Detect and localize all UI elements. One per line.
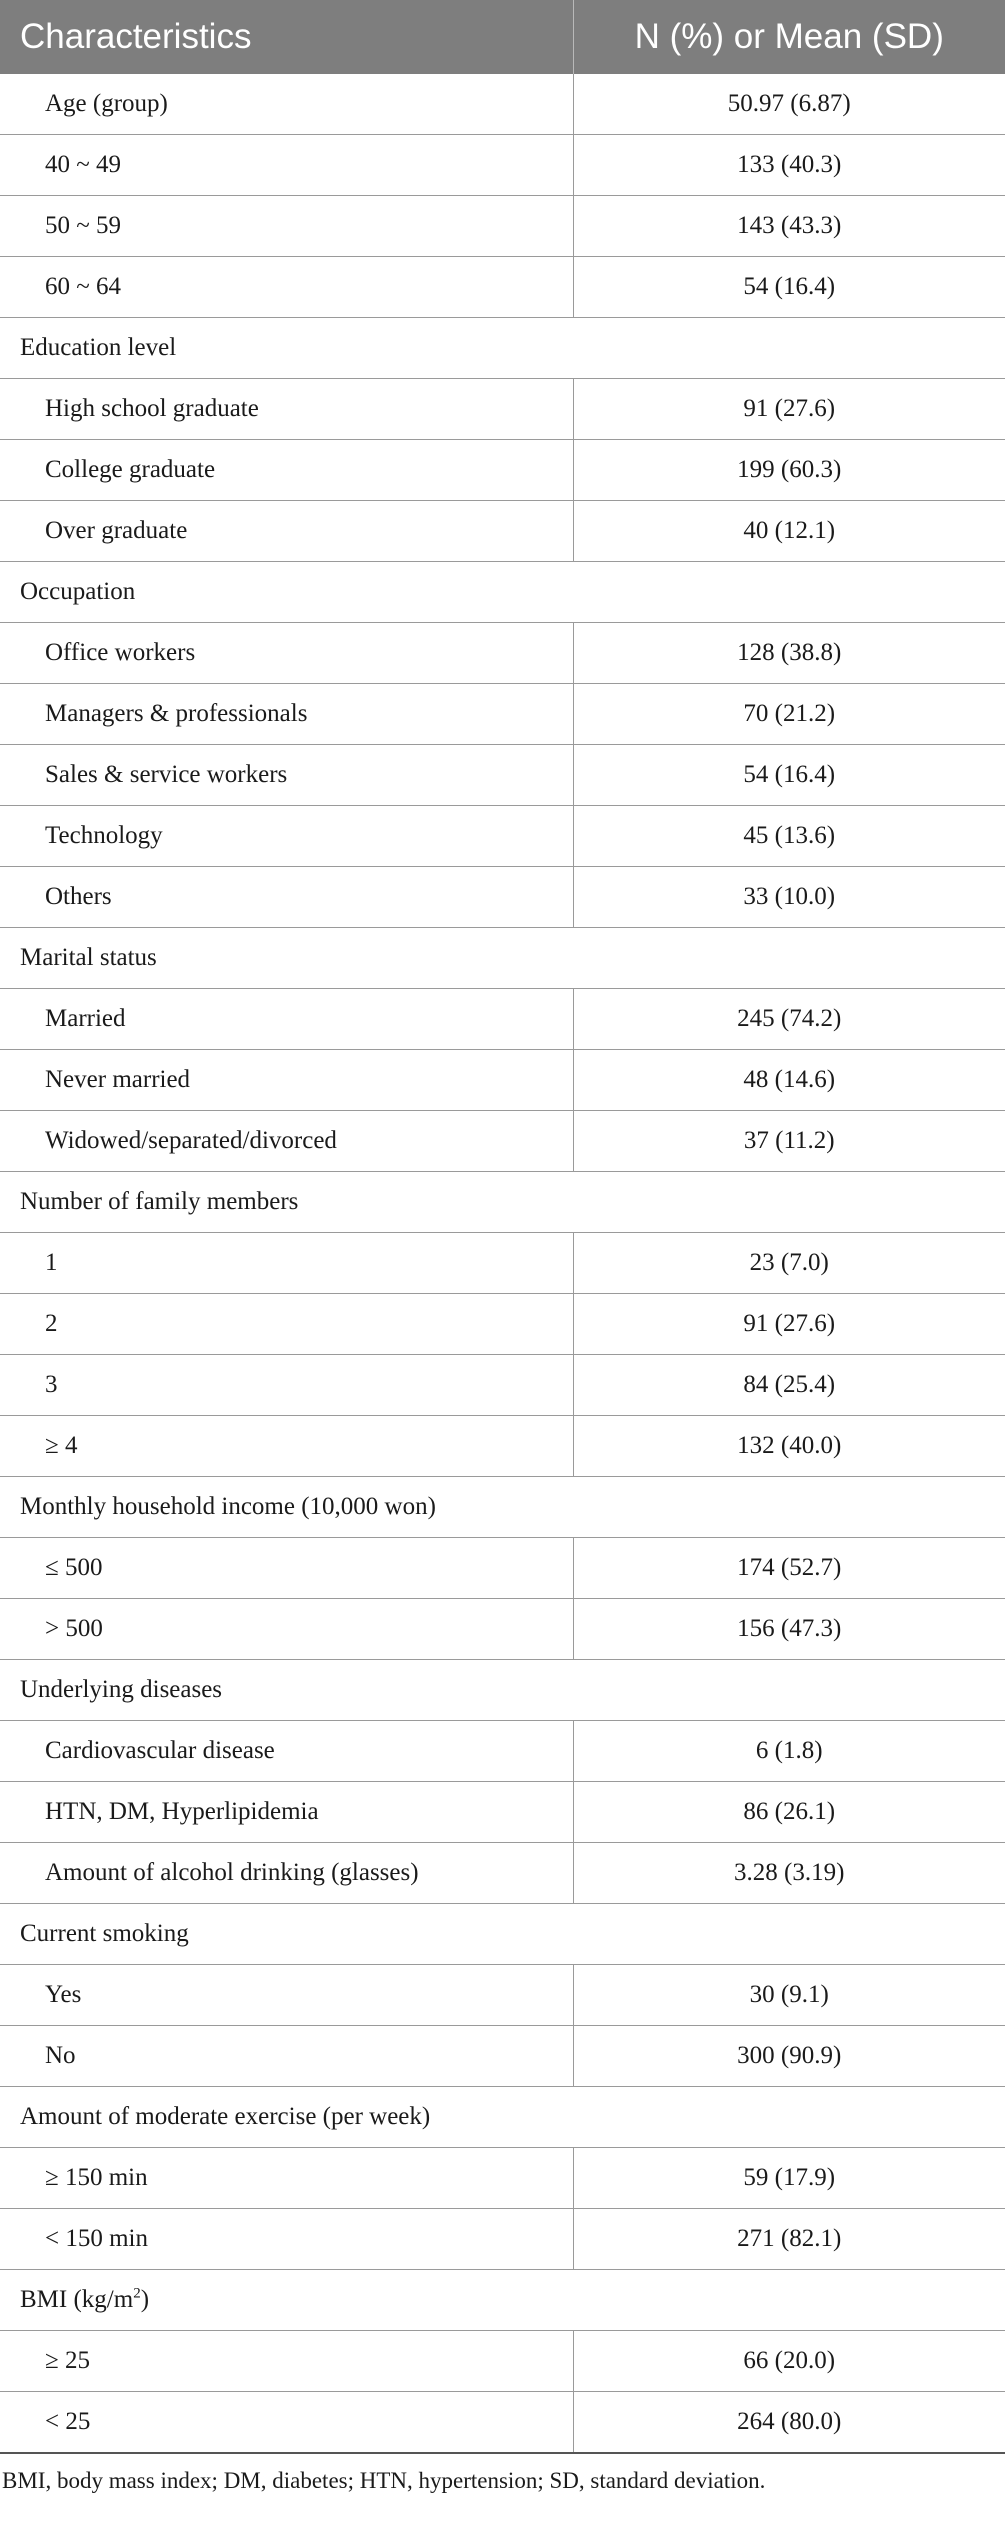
row-value: 143 (43.3)	[573, 196, 1005, 257]
row-label	[0, 1843, 573, 1904]
table-row	[0, 196, 1005, 257]
group-row	[0, 928, 1005, 989]
label-suffix: )	[140, 2286, 150, 2313]
row-label	[0, 806, 573, 867]
row-value: 91 (27.6)	[573, 379, 1005, 440]
label-text: Others	[45, 883, 112, 910]
row-label	[0, 867, 573, 928]
row-value: 264 (80.0)	[573, 2392, 1005, 2454]
table-header-row	[0, 0, 1005, 74]
table-row	[0, 257, 1005, 318]
label-text: No	[45, 2042, 76, 2069]
table-row	[0, 1965, 1005, 2026]
table-row	[0, 806, 1005, 867]
label-text: Office workers	[45, 639, 196, 666]
row-label	[0, 196, 573, 257]
group-row	[0, 1477, 1005, 1538]
row-label	[0, 1050, 573, 1111]
group-label	[0, 1477, 573, 1538]
row-label	[0, 257, 573, 318]
label-text: Amount of moderate exercise (per week)	[20, 2103, 431, 2130]
label-text: Age (group)	[45, 90, 168, 117]
label-text: 40 ~ 49	[45, 151, 122, 178]
row-value: 245 (74.2)	[573, 989, 1005, 1050]
row-label	[0, 623, 573, 684]
row-value: 40 (12.1)	[573, 501, 1005, 562]
row-label	[0, 1599, 573, 1660]
table-footnote: BMI, body mass index; DM, diabetes; HTN, hypertension; SD, standard deviation.	[2, 2468, 766, 2493]
row-value: 6 (1.8)	[573, 1721, 1005, 1782]
row-value: 132 (40.0)	[573, 1416, 1005, 1477]
label-text: College graduate	[45, 456, 216, 483]
table-row	[0, 2392, 1005, 2454]
label-text: Technology	[45, 822, 163, 849]
row-label	[0, 1782, 573, 1843]
label-text: Managers & professionals	[45, 700, 308, 727]
row-label	[0, 745, 573, 806]
table-row	[0, 1233, 1005, 1294]
row-value: 3.28 (3.19)	[573, 1843, 1005, 1904]
table-row	[0, 1843, 1005, 1904]
table-row	[0, 440, 1005, 501]
row-value: 45 (13.6)	[573, 806, 1005, 867]
label-text: Cardiovascular disease	[45, 1737, 275, 1764]
group-value-empty	[573, 1477, 1005, 1538]
label-text: ≤ 500	[45, 1554, 103, 1581]
table-body	[0, 74, 1005, 2453]
label-text: Sales & service workers	[45, 761, 288, 788]
label-text: Occupation	[20, 578, 136, 605]
row-label	[0, 1965, 573, 2026]
row-value: 37 (11.2)	[573, 1111, 1005, 1172]
row-value: 133 (40.3)	[573, 135, 1005, 196]
row-label	[0, 379, 573, 440]
row-label	[0, 2392, 573, 2454]
group-label	[0, 562, 573, 623]
row-label	[0, 2026, 573, 2087]
label-text: Marital status	[20, 944, 157, 971]
group-value-empty	[573, 928, 1005, 989]
row-label	[0, 1538, 573, 1599]
table-row	[0, 2209, 1005, 2270]
label-text: 50 ~ 59	[45, 212, 122, 239]
label-text: High school graduate	[45, 395, 259, 422]
label-text: BMI (kg/m	[20, 2286, 134, 2313]
row-value: 33 (10.0)	[573, 867, 1005, 928]
label-superscript: 2	[133, 2285, 141, 2302]
table-row	[0, 1416, 1005, 1477]
label-text: > 500	[45, 1615, 103, 1642]
table-row	[0, 1721, 1005, 1782]
label-text: Underlying diseases	[20, 1676, 223, 1703]
label-text: Over graduate	[45, 517, 188, 544]
row-value: 50.97 (6.87)	[573, 74, 1005, 135]
table-row	[0, 1111, 1005, 1172]
row-label	[0, 989, 573, 1050]
row-label	[0, 135, 573, 196]
row-value: 70 (21.2)	[573, 684, 1005, 745]
label-text: Widowed/separated/divorced	[45, 1127, 337, 1154]
label-text: 60 ~ 64	[45, 273, 122, 300]
group-label	[0, 1660, 573, 1721]
table-row	[0, 1599, 1005, 1660]
group-value-empty	[573, 1660, 1005, 1721]
group-label	[0, 318, 573, 379]
label-text: Yes	[45, 1981, 82, 2008]
row-label	[0, 1416, 573, 1477]
group-value-empty	[573, 562, 1005, 623]
row-label	[0, 501, 573, 562]
group-label	[0, 2087, 573, 2148]
group-row	[0, 1660, 1005, 1721]
table-row	[0, 501, 1005, 562]
label-text: HTN, DM, Hyperlipidemia	[45, 1798, 319, 1825]
row-label	[0, 1721, 573, 1782]
label-text: 3	[45, 1371, 58, 1398]
table-row	[0, 1294, 1005, 1355]
label-text: < 150 min	[45, 2225, 148, 2252]
row-value: 86 (26.1)	[573, 1782, 1005, 1843]
label-text: Current smoking	[20, 1920, 189, 1947]
row-value: 30 (9.1)	[573, 1965, 1005, 2026]
table-row	[0, 684, 1005, 745]
row-value: 128 (38.8)	[573, 623, 1005, 684]
row-label	[0, 1294, 573, 1355]
label-text: Married	[45, 1005, 126, 1032]
group-row	[0, 2270, 1005, 2331]
row-label	[0, 1111, 573, 1172]
row-value: 23 (7.0)	[573, 1233, 1005, 1294]
table-row	[0, 379, 1005, 440]
header-n-percent-mean-sd: N (%) or Mean (SD)	[573, 0, 1005, 74]
label-text: Number of family members	[20, 1188, 299, 1215]
row-label	[0, 2209, 573, 2270]
group-row	[0, 1904, 1005, 1965]
label-text: Education level	[20, 334, 177, 361]
row-label	[0, 74, 573, 135]
row-value: 48 (14.6)	[573, 1050, 1005, 1111]
table-row	[0, 1355, 1005, 1416]
label-text: Monthly household income (10,000 won)	[20, 1493, 436, 1520]
table-row	[0, 74, 1005, 135]
table-row	[0, 989, 1005, 1050]
row-value: 59 (17.9)	[573, 2148, 1005, 2209]
label-text: Amount of alcohol drinking (glasses)	[45, 1859, 419, 1886]
group-value-empty	[573, 2270, 1005, 2331]
group-row	[0, 2087, 1005, 2148]
group-label	[0, 1172, 573, 1233]
label-text: 2	[45, 1310, 58, 1337]
row-label	[0, 2148, 573, 2209]
group-value-empty	[573, 1172, 1005, 1233]
row-label	[0, 1355, 573, 1416]
row-value: 271 (82.1)	[573, 2209, 1005, 2270]
row-value: 300 (90.9)	[573, 2026, 1005, 2087]
row-value: 54 (16.4)	[573, 745, 1005, 806]
table-row	[0, 2331, 1005, 2392]
label-text: 1	[45, 1249, 58, 1276]
group-row	[0, 562, 1005, 623]
row-label	[0, 684, 573, 745]
row-value: 66 (20.0)	[573, 2331, 1005, 2392]
row-label	[0, 1233, 573, 1294]
table-row	[0, 1050, 1005, 1111]
row-value: 174 (52.7)	[573, 1538, 1005, 1599]
label-text: ≥ 150 min	[45, 2164, 148, 2191]
table-row	[0, 2148, 1005, 2209]
row-value: 199 (60.3)	[573, 440, 1005, 501]
group-value-empty	[573, 1904, 1005, 1965]
header-characteristics: Characteristics	[0, 0, 573, 74]
table-row	[0, 745, 1005, 806]
label-text: < 25	[45, 2408, 91, 2435]
label-text: ≥ 4	[45, 1432, 78, 1459]
table-row	[0, 867, 1005, 928]
label-text: ≥ 25	[45, 2347, 90, 2374]
table-row	[0, 135, 1005, 196]
group-value-empty	[573, 2087, 1005, 2148]
label-text: Never married	[45, 1066, 191, 1093]
row-value: 156 (47.3)	[573, 1599, 1005, 1660]
row-label	[0, 440, 573, 501]
group-label	[0, 928, 573, 989]
group-label	[0, 2270, 573, 2331]
row-value: 54 (16.4)	[573, 257, 1005, 318]
table-row	[0, 1538, 1005, 1599]
group-row	[0, 318, 1005, 379]
group-label	[0, 1904, 573, 1965]
row-value: 84 (25.4)	[573, 1355, 1005, 1416]
table-row	[0, 623, 1005, 684]
table-row	[0, 1782, 1005, 1843]
table-row	[0, 2026, 1005, 2087]
group-value-empty	[573, 318, 1005, 379]
row-value: 91 (27.6)	[573, 1294, 1005, 1355]
row-label	[0, 2331, 573, 2392]
group-row	[0, 1172, 1005, 1233]
